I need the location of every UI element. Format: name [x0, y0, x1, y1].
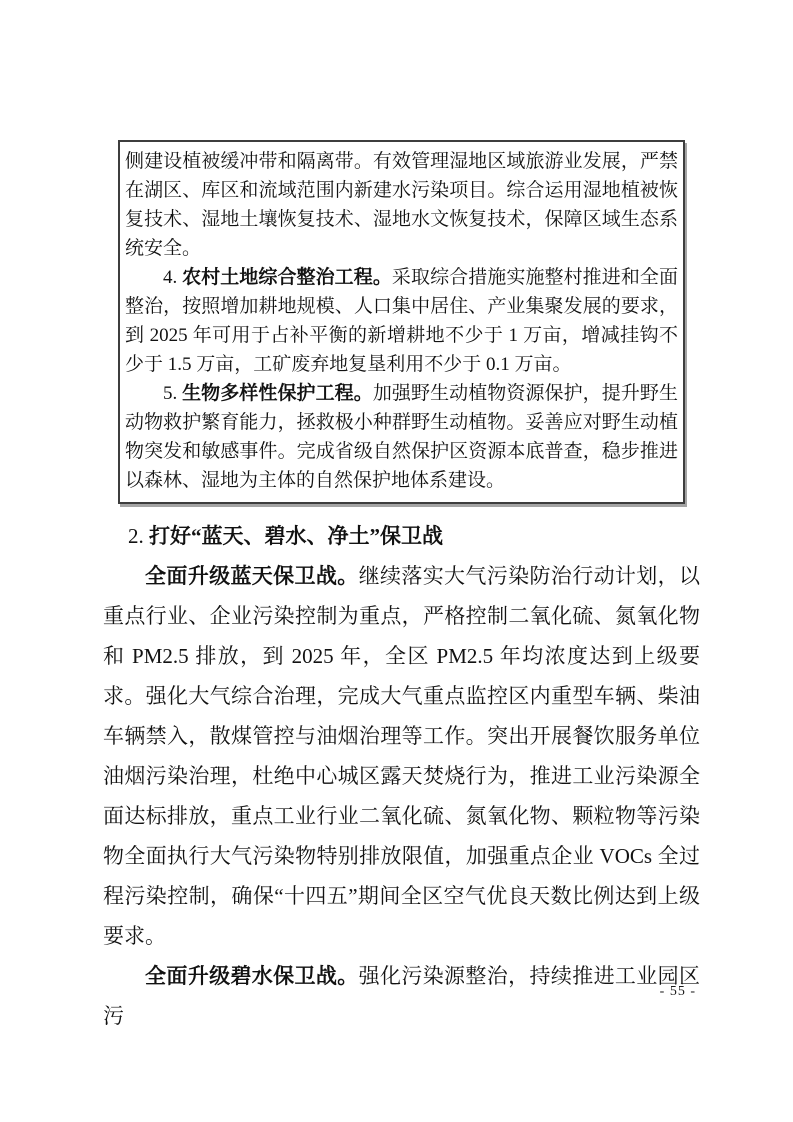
- boxed-paragraph: [125, 263, 678, 379]
- body-paragraph: [103, 556, 700, 956]
- paragraph-text: 2.: [128, 524, 149, 548]
- paragraph-text: 强化污染源整治，持续推进工业园区污: [103, 964, 701, 1028]
- paragraph-lead-text: 农村土地综合整治工程。: [182, 267, 392, 288]
- section-heading: [103, 516, 700, 556]
- paragraph-lead-text: 生物多样性保护工程。: [182, 383, 373, 404]
- section-heading-text: [103, 516, 700, 556]
- boxed-paragraph: [125, 379, 678, 495]
- page-number: - 55 -: [659, 984, 696, 999]
- content-column: [103, 140, 700, 1036]
- body-paragraph: [103, 956, 700, 1036]
- paragraph-text: 侧建设植被缓冲带和隔离带。有效管理湿地区域旅游业发展，严禁在湖区、库区和流域范围内新建水污染项目。综合运用湿地植被恢复技术、湿地土壤恢复技术、湿地水文恢复技术，保障区域生态系统安全。: [125, 151, 678, 259]
- paragraph-lead-text: 全面升级碧水保卫战。: [145, 964, 359, 988]
- paragraph-text: 继续落实大气污染防治行动计划，以重点行业、企业污染控制为重点，严格控制二氧化硫、氮氧化物和 PM2.5 排放，到 2025 年，全区 PM2.5 年均浓度达到上级要求。强化大气综合治理，完成大气重点监控区内重型车辆、柴油车辆禁入，散煤管控与油烟治理等工作。突出开展餐饮服务单位油烟污染治理，杜绝中心城区露天焚烧行为，推进工业污染源全面达标排放，重点工业行业二氧化硫、氮氧化物、颗粒物等污染物全面执行大气污染物特别排放限值，加强重点企业 VOCs 全过程污染控制，确保“十四五”期间全区空气优良天数比例达到上级要求。: [103, 564, 701, 948]
- paragraph-text: 加强野生动植物资源保护，提升野生动物救护繁育能力，拯救极小种群野生动植物。妥善应对野生动植物突发和敏感事件。完成省级自然保护区资源本底普查，稳步推进以森林、湿地为主体的自然保护地体系建设。: [125, 383, 678, 491]
- body-paragraphs: [103, 556, 700, 1036]
- boxed-paragraph: [125, 147, 678, 263]
- paragraph-lead-text: 打好“蓝天、碧水、净土”保卫战: [149, 524, 443, 548]
- paragraph-text: 4.: [163, 267, 183, 288]
- paragraph-text: 5.: [163, 383, 183, 404]
- paragraph-lead-text: 全面升级蓝天保卫战。: [145, 564, 359, 588]
- boxed-section: [118, 140, 685, 504]
- paragraph-text: 采取综合措施实施整村推进和全面整治，按照增加耕地规模、人口集中居住、产业集聚发展的要求，到 2025 年可用于占补平衡的新增耕地不少于 1 万亩，增减挂钩不少于 1.5 万亩，工矿废弃地复垦利用不少于 0.1 万亩。: [125, 267, 678, 375]
